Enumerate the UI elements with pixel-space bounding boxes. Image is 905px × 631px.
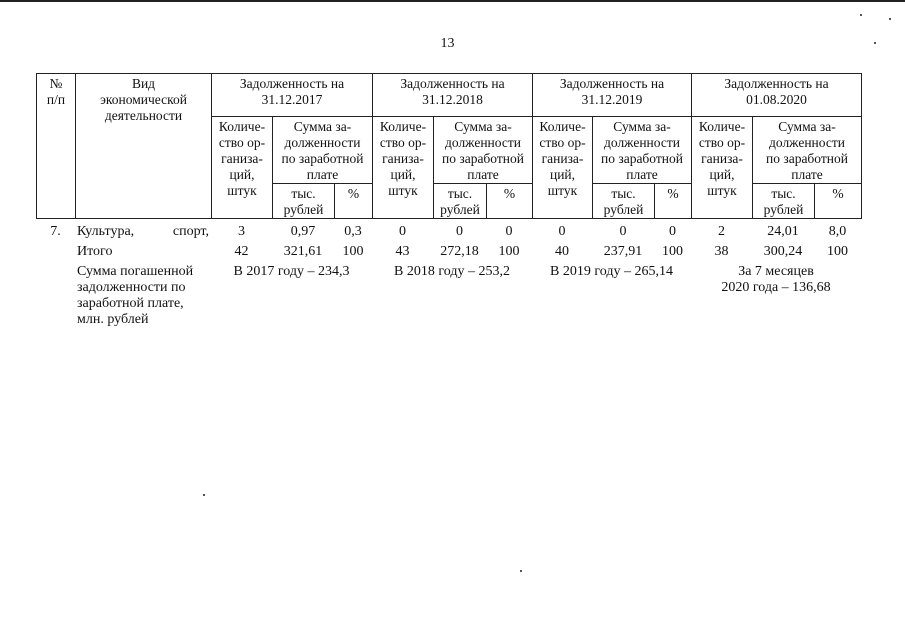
subheader-percent-2019: % — [655, 184, 692, 219]
subheader-percent-2018: % — [487, 184, 533, 219]
table-row — [36, 242, 861, 262]
subheader-thousand-2020: тыс. рублей — [753, 184, 815, 219]
repaid-2020: За 7 месяцев 2020 года – 136,68 — [721, 264, 831, 295]
subheader-count-2019: Количе- ство ор- ганиза- ций, штук — [533, 117, 593, 219]
subheader-sum-2018: Сумма за- долженности по заработной плате — [434, 117, 533, 184]
subheader-sum-2017: Сумма за- долженности по заработной плате — [273, 117, 373, 184]
debt-table-body — [36, 222, 861, 330]
cell: 0 — [558, 224, 566, 239]
subheader-count-2020: Количе- ство ор- ганиза- ций, штук — [692, 117, 753, 219]
subheader-sum-2020: Сумма за- долженности по заработной плате — [753, 117, 862, 184]
top-border-line — [0, 0, 905, 2]
cell: 24,01 — [767, 224, 799, 239]
subheader-percent-2017: % — [335, 184, 373, 219]
scan-speck — [889, 18, 891, 20]
subheader-percent-2020: % — [815, 184, 862, 219]
header-period-2018: Задолженность на 31.12.2018 — [373, 74, 533, 117]
cell: 42 — [234, 244, 249, 259]
cell: 0 — [456, 224, 463, 239]
scan-speck — [520, 570, 522, 572]
cell: 3 — [238, 224, 245, 239]
cell: 0,3 — [344, 224, 362, 239]
cell: 0,97 — [290, 224, 316, 239]
repaid-2019: В 2019 году – 265,14 — [550, 264, 673, 279]
cell: 100 — [342, 244, 364, 259]
row-label-part: Культура, — [77, 224, 135, 239]
cell: 272,18 — [440, 244, 479, 259]
cell: 0 — [399, 224, 406, 239]
cell: 100 — [498, 244, 520, 259]
cell: 40 — [555, 244, 569, 259]
subheader-thousand-2017: тыс. рублей — [273, 184, 335, 219]
table-row — [36, 262, 861, 330]
header-period-2020: Задолженность на 01.08.2020 — [692, 74, 862, 117]
cell: 0 — [669, 224, 676, 239]
subheader-thousand-2018: тыс. рублей — [434, 184, 487, 219]
scan-speck — [860, 14, 862, 16]
cell: 2 — [718, 224, 725, 239]
subheader-count-2017: Количе- ство ор- ганиза- ций, штук — [212, 117, 273, 219]
cell: 321,61 — [283, 244, 323, 259]
cell: 8,0 — [828, 224, 847, 239]
scan-speck — [874, 42, 876, 44]
header-number: № п/п — [37, 74, 76, 219]
header-period-2017: Задолженность на 31.12.2017 — [212, 74, 373, 117]
subheader-thousand-2019: тыс. рублей — [593, 184, 655, 219]
cell: 237,91 — [603, 244, 643, 259]
cell: 0 — [505, 224, 513, 239]
row-label — [75, 222, 211, 242]
cell: 0 — [619, 224, 627, 239]
page-number: 13 — [440, 36, 455, 51]
row-number — [36, 242, 75, 262]
row-number: 7. — [50, 224, 61, 239]
debt-table-header — [36, 73, 862, 219]
subheader-count-2018: Количе- ство ор- ганиза- ций, штук — [373, 117, 434, 219]
cell: 100 — [827, 244, 848, 259]
row-label: Итого — [77, 244, 113, 259]
repaid-2017: В 2017 году – 234,3 — [233, 264, 350, 279]
header-period-2019: Задолженность на 31.12.2019 — [533, 74, 692, 117]
cell: 100 — [662, 244, 683, 259]
scan-speck — [203, 494, 205, 496]
subheader-sum-2019: Сумма за- долженности по заработной плате — [593, 117, 692, 184]
cell: 38 — [714, 244, 729, 259]
cell: 300,24 — [763, 244, 803, 259]
repaid-label: Сумма погашенной задолженности по заработной плате, млн. рублей — [77, 264, 194, 327]
repaid-2018: В 2018 году – 253,2 — [394, 264, 510, 279]
table-row — [36, 222, 861, 242]
cell: 43 — [395, 244, 410, 259]
header-activity: Вид экономической деятельности — [76, 74, 212, 219]
row-label-part: спорт, — [172, 224, 209, 239]
